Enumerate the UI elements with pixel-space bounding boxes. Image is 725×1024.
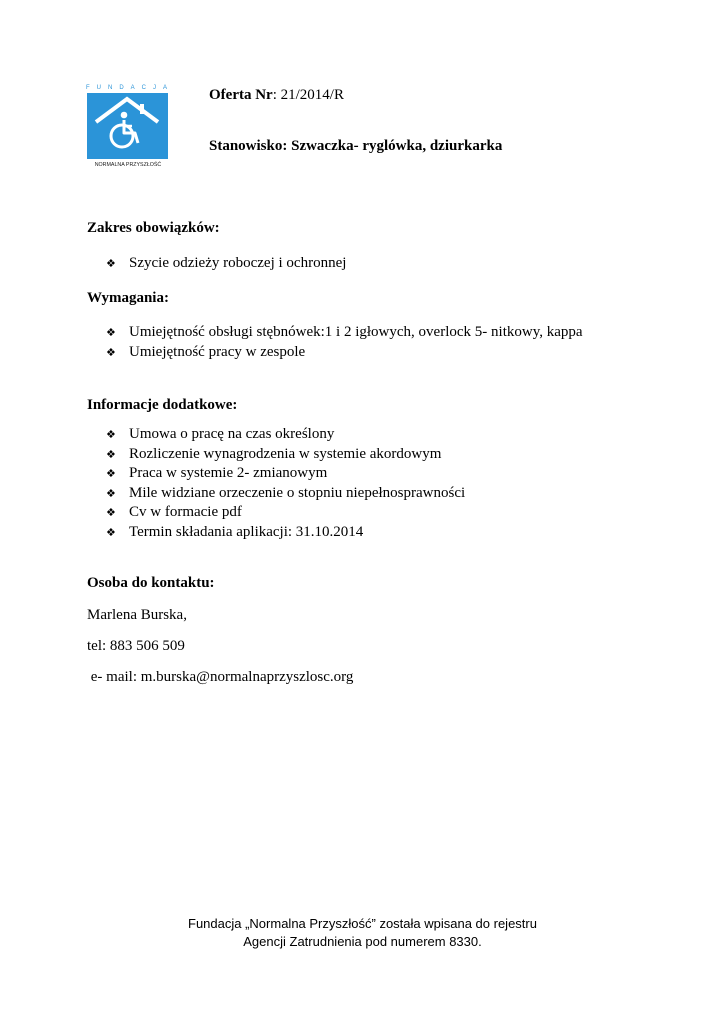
footer-line-1: Fundacja „Normalna Przyszłość” została wpisana do rejestru	[188, 916, 537, 931]
bullet-icon: ❖	[106, 525, 116, 539]
foundation-logo	[86, 84, 175, 170]
position-title: Stanowisko: Szwaczka- ryglówka, dziurkarka	[209, 138, 503, 154]
contact-heading: Osoba do kontaktu:	[87, 575, 215, 591]
offer-label: Oferta Nr	[209, 87, 273, 103]
logo-bottom-text: NORMALNA PRZYSZŁOŚĆ	[94, 162, 162, 168]
list-item: ❖ Praca w systemie 2- zmianowym	[106, 464, 465, 484]
bullet-icon: ❖	[106, 257, 116, 270]
duties-list	[106, 254, 346, 274]
bullet-icon: ❖	[106, 486, 116, 500]
list-item: ❖ Mile widziane orzeczenie o stopniu niepełnosprawności	[106, 484, 465, 504]
list-item: ❖ Rozliczenie wynagrodzenia w systemie akordowym	[106, 445, 465, 465]
contact-name: Marlena Burska,	[87, 607, 187, 623]
duties-heading: Zakres obowiązków:	[87, 220, 220, 236]
offer-value: : 21/2014/R	[272, 87, 344, 103]
list-item: ❖ Cv w formacie pdf	[106, 503, 465, 523]
bullet-icon: ❖	[106, 428, 116, 441]
contact-phone: tel: 883 506 509	[87, 638, 185, 654]
bullet-icon: ❖	[106, 345, 116, 359]
list-item: ❖ Termin składania aplikacji: 31.10.2014	[106, 523, 465, 543]
additional-info-heading: Informacje dodatkowe:	[87, 397, 238, 413]
list-item: ❖ Szycie odzieży roboczej i ochronnej	[106, 254, 346, 274]
requirements-heading: Wymagania:	[87, 290, 169, 306]
list-item: ❖ Umiejętność pracy w zespole	[106, 343, 583, 363]
contact-email: e- mail: m.burska@normalnaprzyszlosc.org	[87, 669, 354, 685]
logo-top-text: FUNDACJA	[86, 85, 175, 91]
requirements-list	[106, 323, 583, 362]
list-item: ❖ Umiejętność obsługi stębnówek:1 i 2 igłowych, overlock 5- nitkowy, kappa	[106, 323, 583, 343]
bullet-icon: ❖	[106, 447, 116, 461]
bullet-icon: ❖	[106, 467, 116, 480]
bullet-icon: ❖	[106, 506, 116, 519]
bullet-icon: ❖	[106, 326, 116, 339]
offer-number	[209, 86, 344, 104]
footer-line-2: Agencji Zatrudnienia pod numerem 8330.	[243, 934, 482, 949]
additional-info-list	[106, 425, 465, 542]
page-footer	[0, 915, 725, 951]
wheelchair-house-icon	[87, 93, 168, 159]
list-item: ❖ Umowa o pracę na czas określony	[106, 425, 465, 445]
